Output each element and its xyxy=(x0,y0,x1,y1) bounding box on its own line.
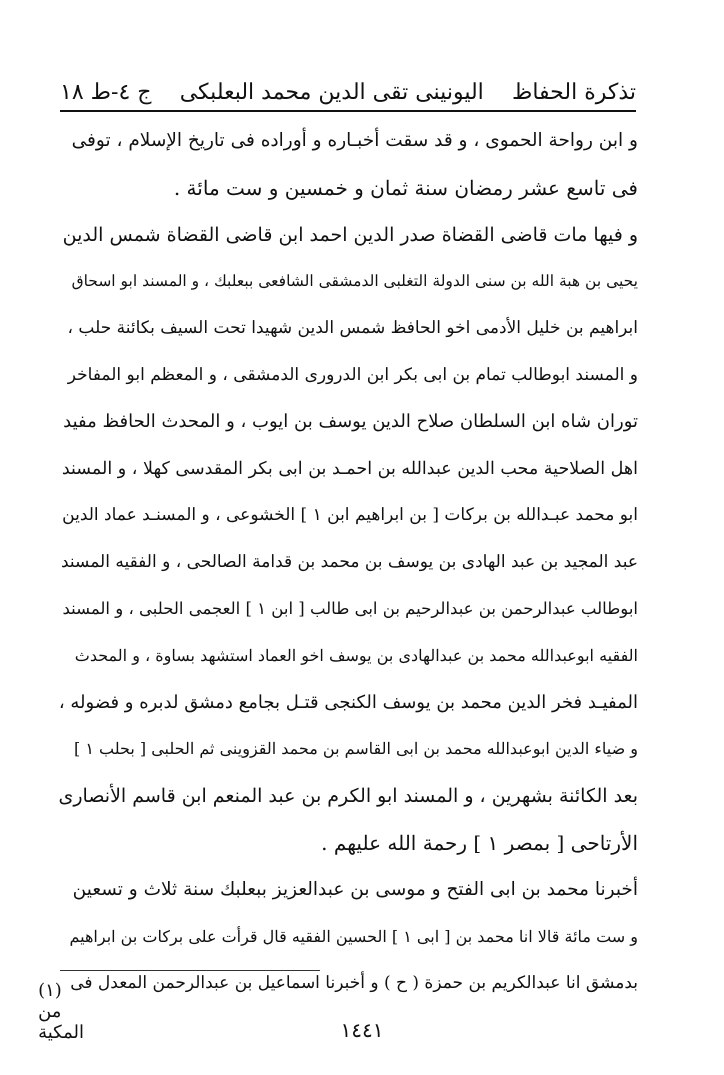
text-line: المفيـد فخر الدين محمد بن يوسف الكنجى قتـل بجامع دمشق لدبره و فضوله ، xyxy=(58,691,638,713)
text-line: بعد الكائنة بشهرين ، و المسند ابو الكرم بن عبد المنعم ابن قاسم الأنصارى xyxy=(58,785,638,808)
text-line: اهل الصلاحية محب الدين عبدالله بن احمـد بن ابى بكر المقدسى كهلا ، و المسند xyxy=(61,458,638,479)
footnote-divider xyxy=(60,970,320,971)
text-line: ابراهيم بن خليل الأدمى اخو الحافظ شمس الدين شهيدا تحت السيف بكائنة حلب ، xyxy=(67,318,638,339)
text-line: و ست مائة قالا انا محمد بن [ ابى ١ ] الحسين الفقيه قال قرأت على بركات بن ابراهيم xyxy=(69,926,638,946)
text-line: بدمشق انا عبدالكريم بن حمزة ( ح ) و أخبرنا اسماعيل بن عبدالرحمن المعدل فى xyxy=(70,973,638,994)
header-volume-ref: ج ٤-ط ١٨ xyxy=(60,79,152,105)
footnote-text: (١) من المكية xyxy=(38,980,84,1043)
text-line: توران شاه ابن السلطان صلاح الدين يوسف بن ايوب ، و المحدث الحافظ مفيد xyxy=(63,410,638,432)
text-line: أخبرنا محمد بن ابى الفتح و موسى بن عبدالعزيز ببعلبك سنة ثلاث و تسعين xyxy=(72,878,638,900)
main-text xyxy=(58,118,638,1007)
text-line: ابو محمد عبـدالله بن بركات [ بن ابراهيم ابن ١ ] الخشوعى ، و المسنـد عماد الدين xyxy=(62,505,638,526)
text-line: و المسند ابوطالب تمام بن ابى بكر ابن الدرورى الدمشقى ، و المعظم ابو المفاخر xyxy=(67,364,638,385)
text-line: و ابن رواحة الحموى ، و قد سقت أخبـاره و أوراده فى تاريخ الإسلام ، توفى xyxy=(71,130,638,151)
page-number: ١٤٤١ xyxy=(340,1018,384,1042)
text-line: الفقيه ابوعبدالله محمد بن عبدالهادى بن يوسف اخو العماد استشهد بساوة ، و المحدث xyxy=(74,645,638,665)
header-entry-title: اليونينى تقى الدين محمد البعلبكى xyxy=(179,79,484,105)
text-line: و ضياء الدين ابوعبدالله محمد بن ابى القاسم بن محمد القزوينى ثم الحلبى [ بحلب ١ ] xyxy=(74,739,638,759)
text-line: الأرتاحى [ بمصر ١ ] رحمة الله عليهم . xyxy=(321,830,638,855)
text-line: و فيها مات قاضى القضاة صدر الدين احمد ابن قاضى القضاة شمس الدين xyxy=(62,223,638,246)
text-line: ابوطالب عبدالرحمن بن عبدالرحيم بن ابى طالب [ ابن ١ ] العجمى الحلبى ، و المسند xyxy=(62,598,638,618)
text-line: يحيى بن هبة الله بن سنى الدولة التغلبى الدمشقى الشافعى ببعلبك ، و المسند ابو اسحاق xyxy=(71,272,638,291)
text-line: عبد المجيد بن عبد الهادى بن يوسف بن محمد بن قدامة الصالحى ، و الفقيه المسند xyxy=(60,552,638,573)
running-header xyxy=(60,58,636,112)
text-line: فى تاسع عشر رمضان سنة ثمان و خمسين و ست مائة . xyxy=(173,175,638,200)
header-book-title: تذكرة الحفاظ xyxy=(512,79,636,105)
